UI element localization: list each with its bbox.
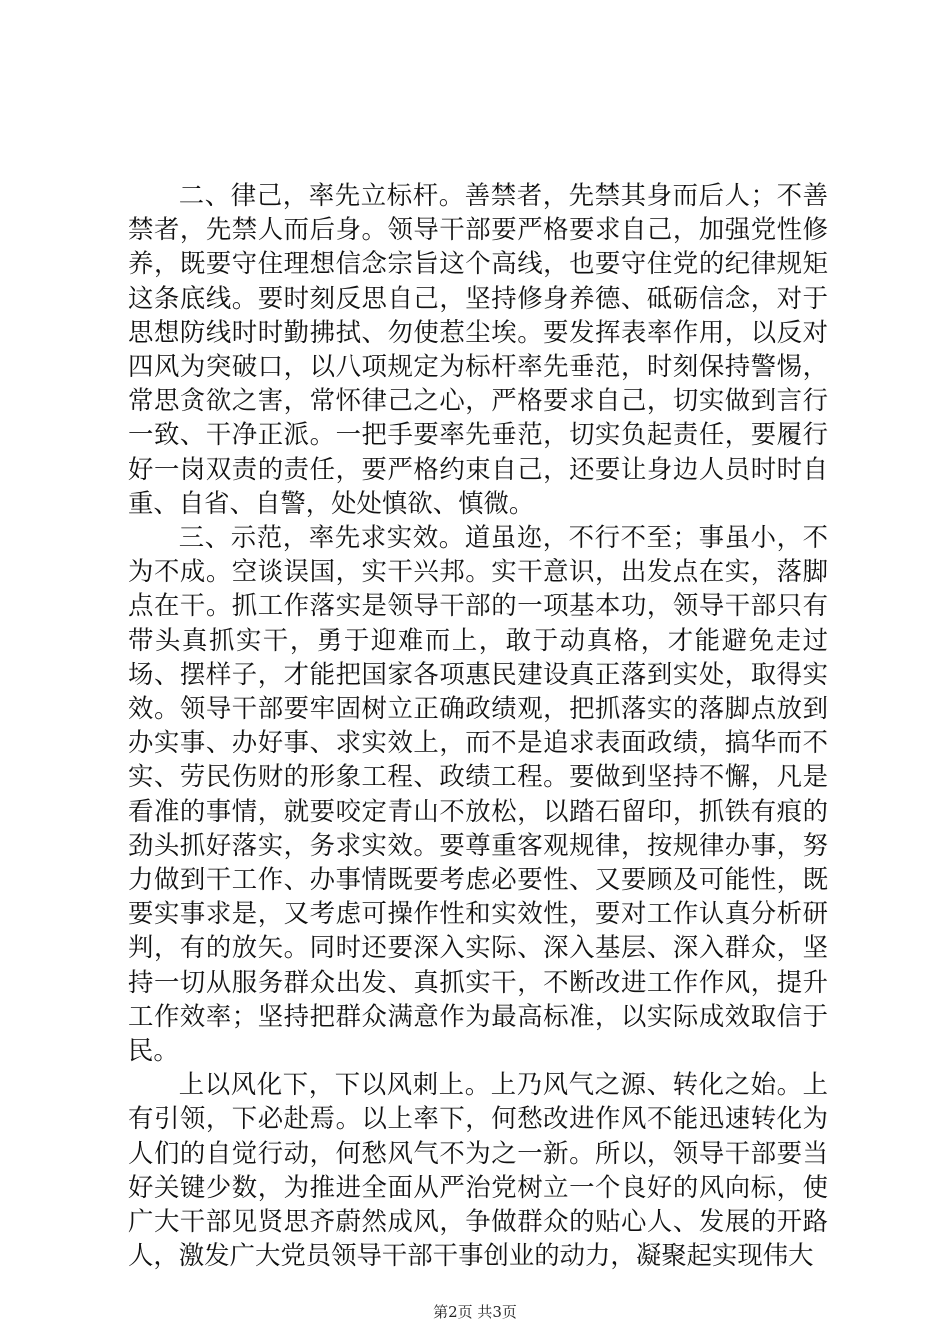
paragraph-demonstration: 三、示范，率先求实效。道虽迩，不行不至；事虽小，不为不成。空谈误国，实干兴邦。实干意识，出发点在实，落脚点在干。抓工作落实是领导干部的一项基本功，领导干部只有带头真抓实干，勇于迎难而上，敢于动真格，才能避免走过场、摆样子，才能把国家各项惠民建设真正落到实处，取得实效。领导干部要牢固树立正确政绩观，把抓落实的落脚点放到办实事、办好事、求实效上，而不是追求表面政绩，搞华而不实、劳民伤财的形象工程、政绩工程。要做到坚持不懈，凡是看准的事情，就要咬定青山不放松，以踏石留印，抓铁有痕的劲头抓好落实，务求实效。要尊重客观规律，按规律办事，努力做到干工作、办事情既要考虑必要性、又要顾及可能性，既要实事求是，又考虑可操作性和实效性，要对工作认真分析研判，有的放矢。同时还要深入实际、深入基层、深入群众，坚持一切从服务群众出发、真抓实干，不断改进工作作风，提升工作效率；坚持把群众满意作为最高标准，以实际成效取信于民。 [128,522,828,1066]
page-number-footer: 第2页 共3页 [433,1303,517,1321]
paragraph-discipline: 二、律己，率先立标杆。善禁者，先禁其身而后人；不善禁者，先禁人而后身。领导干部要严格要求自己，加强党性修养，既要守住理想信念宗旨这个高线，也要守住党的纪律规矩这条底线。要时刻反思自己，坚持修身养德、砥砺信念，对于思想防线时时勤拂拭、勿使惹尘埃。要发挥表率作用，以反对四风为突破口，以八项规定为标杆率先垂范，时刻保持警惕，常思贪欲之害，常怀律己之心，严格要求自己，切实做到言行一致、干净正派。一把手要率先垂范，切实负起责任，要履行好一岗双责的责任，要严格约束自己，还要让身边人员时时自重、自省、自警，处处慎欲、慎微。 [128,180,828,518]
document-body [128,178,828,1273]
paragraph-leadership: 上以风化下，下以风刺上。上乃风气之源、转化之始。上有引领，下必赴焉。以上率下，何愁改进作风不能迅速转化为人们的自觉行动，何愁风气不为之一新。所以，领导干部要当好关键少数，为推进全面从严治党树立一个良好的风向标，使广大干部见贤思齐蔚然成风，争做群众的贴心人、发展的开路人，激发广大党员领导干部干事创业的动力，凝聚起实现伟大 [128,1069,828,1271]
